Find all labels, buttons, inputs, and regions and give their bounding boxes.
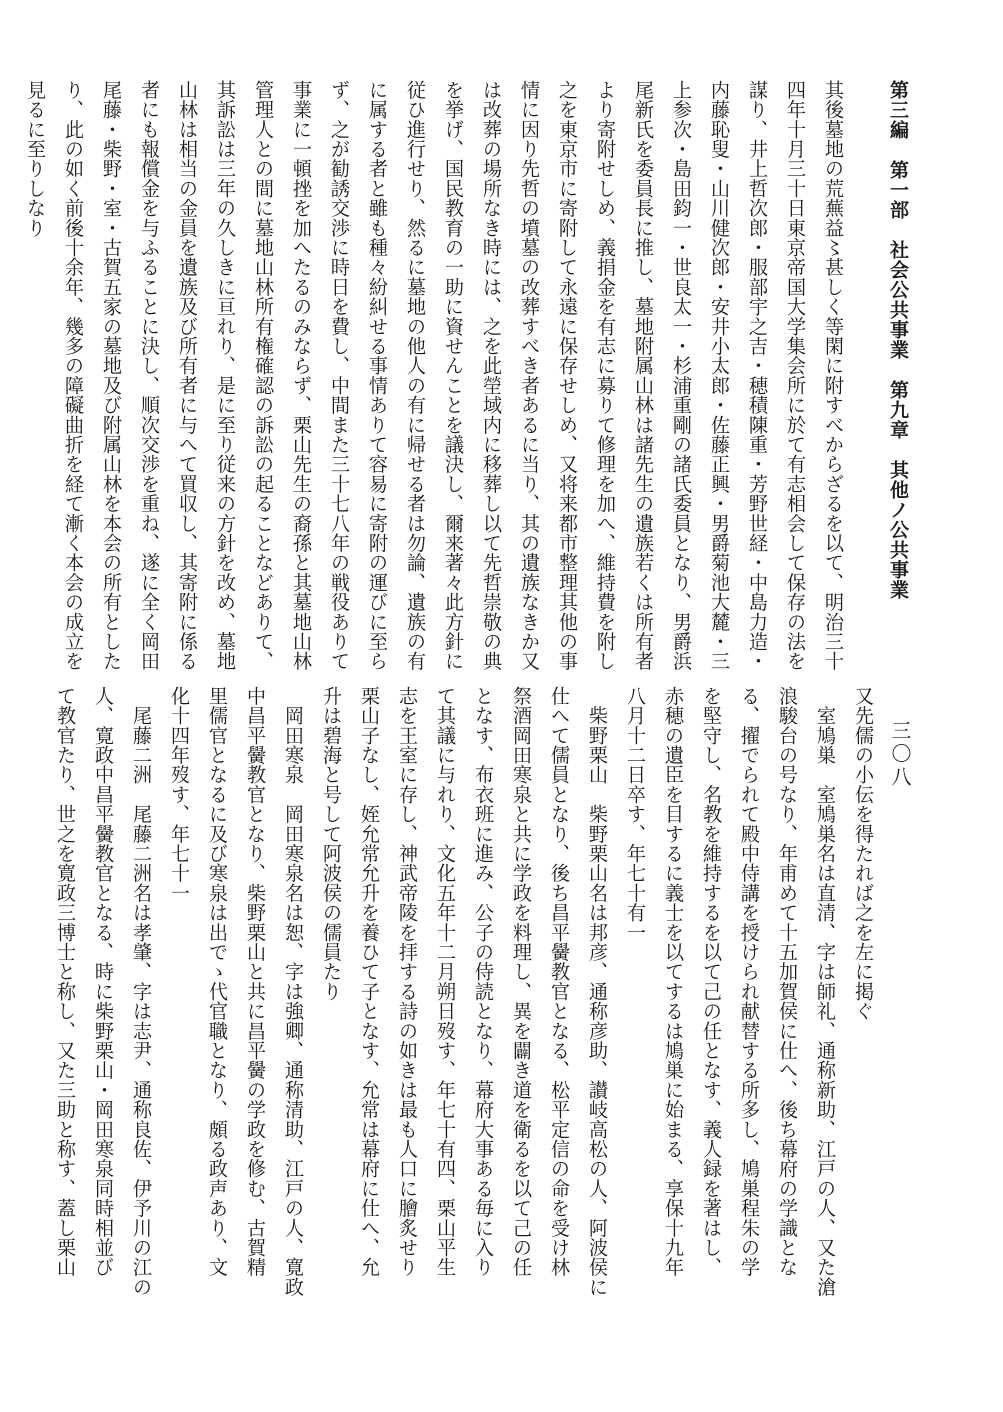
text-line: 者にも報償金を与ふることに決し、順次交渉を重ね、遂に全く岡田 [138,80,161,671]
text-line: 其訴訟は三年の久しきに亘れり、是に至り従来の方針を改め、墓地 [214,80,237,671]
text-line: て其議に与れり、文化五年十二月朔日歿す、年七十有四、栗山平生 [434,686,457,1277]
text-line: 内藤恥叟・山川健次郎・安井小太郎・佐藤正興・男爵菊池大麓・三 [708,80,731,671]
text-line: て教官たり、世之を寛政三博士と称し、又た三助と称す、蓋し栗山 [54,686,77,1277]
text-line: 従ひ進行せり、然るに墓地の他人の有に帰せる者は勿論、遺族の有 [404,80,427,671]
text-line: 岡田寒泉 岡田寒泉名は恕、字は強卿、通称清助、江戸の人、寛政 [282,686,305,1297]
text-line: 栗山子なし、姪允常允升を養ひて子となす、允常は幕府に仕へ、允 [358,686,381,1277]
text-line: 尾藤・柴野・室・古賀五家の墓地及び附属山林を本会の所有とした [100,80,123,671]
text-line: 志を王室に存し、神武帝陵を拝する詩の如きは最も人口に膾炙せり [396,686,419,1277]
text-line: る、擢でられて殿中侍講を授けられ献替する所多し、鳩巣程朱の学 [738,686,761,1277]
text-line: 其後墓地の荒蕪益〻甚しく等閑に附すべからざるを以て、明治三十 [822,80,845,671]
text-line: 四年十月三十日東京帝国大学集会所に於て有志相会して保存の法を [784,80,807,671]
text-line: 情に因り先哲の墳墓の改葬すべき者あるに当り、其の遺族なきか又 [518,80,541,671]
text-line: 八月十二日卒す、年七十有一 [624,686,647,943]
text-line: 化十四年歿す、年七十一 [168,686,191,903]
text-line: は改葬の場所なき時には、之を此塋域内に移葬し以て先哲崇敬の典 [480,80,503,671]
text-line: 赤穂の遺臣を目するに義士を以てするは鳩巣に始まる、享保十九年 [662,686,685,1277]
text-line: に属する者と雖も種々紛糾せる事情ありて容易に寄附の運びに至ら [366,80,389,671]
text-line: 見るに至りしなり [24,80,47,238]
text-line: 仕へて儒員となり、後ち昌平黌教官となる、松平定信の命を受け林 [548,686,571,1277]
text-line: ず、之が勧誘交渉に時日を費し、中間また三十七八年の戦役ありて [328,80,351,671]
page-number: 三〇八 [888,720,912,789]
text-line: 尾藤二洲 尾藤二洲名は孝肇、字は志尹、通称良佐、伊予川の江の [130,686,153,1297]
text-line: 人、寛政中昌平黌教官となる、時に柴野栗山・岡田寒泉同時相並び [92,686,115,1277]
text-line: 升は碧海と号して阿波侯の儒員たり [320,686,343,1002]
text-line: 里儒官となるに及び寒泉は出でゝ代官職となり、頗る政声あり、文 [206,686,229,1277]
text-line: 祭酒岡田寒泉と共に学政を料理し、異を闢き道を衛るを以て己の任 [510,686,533,1278]
text-line: 山林は相当の金員を遺族及び所有者に与へて買収し、其寄附に係る [176,80,199,671]
text-line: 謀り、井上哲次郎・服部宇之吉・穂積陳重・芳野世経・中島力造・ [746,80,769,671]
text-line: となす、布衣班に進み、公子の侍読となり、幕府大事ある毎に入り [472,686,495,1277]
text-line: 之を東京市に寄附して永遠に保存せしめ、又将来都市整理其他の事 [556,80,579,671]
running-header: 第三編 第一部 社会公共事業 第九章 其他ノ公共事業 [887,80,909,600]
text-line: 室鳩巣 室鳩巣名は直清、字は師礼、通称新助、江戸の人、又た滄 [814,686,837,1297]
upper-text-block [24,80,852,671]
text-line: より寄附せしめ、義捐金を有志に募りて修理を加へ、維持費を附し [594,80,617,671]
text-line: 事業に一頓挫を加へたるのみならず、栗山先生の裔孫と其墓地山林 [290,80,313,671]
text-line: を堅守し、名教を維持するを以て己の任となす、義人録を著はし、 [700,686,723,1277]
text-line: 上参次・島田鈞一・世良太一・杉浦重剛の諸氏委員となり、男爵浜 [670,80,693,671]
lower-text-block [54,686,882,1297]
text-line: を挙げ、国民教育の一助に資せんことを議決し、爾来著々此方針に [442,80,465,671]
text-line: り、此の如く前後十余年、幾多の障礙曲折を経て漸く本会の成立を [62,80,85,671]
text-line: 又先儒の小伝を得たれば之を左に掲ぐ [852,686,875,1021]
text-line: 柴野栗山 柴野栗山名は邦彦、通称彦助、讃岐高松の人、阿波侯に [586,686,609,1297]
text-line: 管理人との間に墓地山林所有権確認の訴訟の起ることなどありて、 [252,80,275,671]
text-line: 浪駿台の号なり、年甫めて十五加賀侯に仕へ、後ち幕府の学識とな [776,686,799,1277]
text-line: 尾新氏を委員長に推し、墓地附属山林は諸先生の遺族若くは所有者 [632,80,655,671]
text-line: 中昌平黌教官となり、柴野栗山と共に昌平黌の学政を修む、古賀精 [244,686,267,1277]
